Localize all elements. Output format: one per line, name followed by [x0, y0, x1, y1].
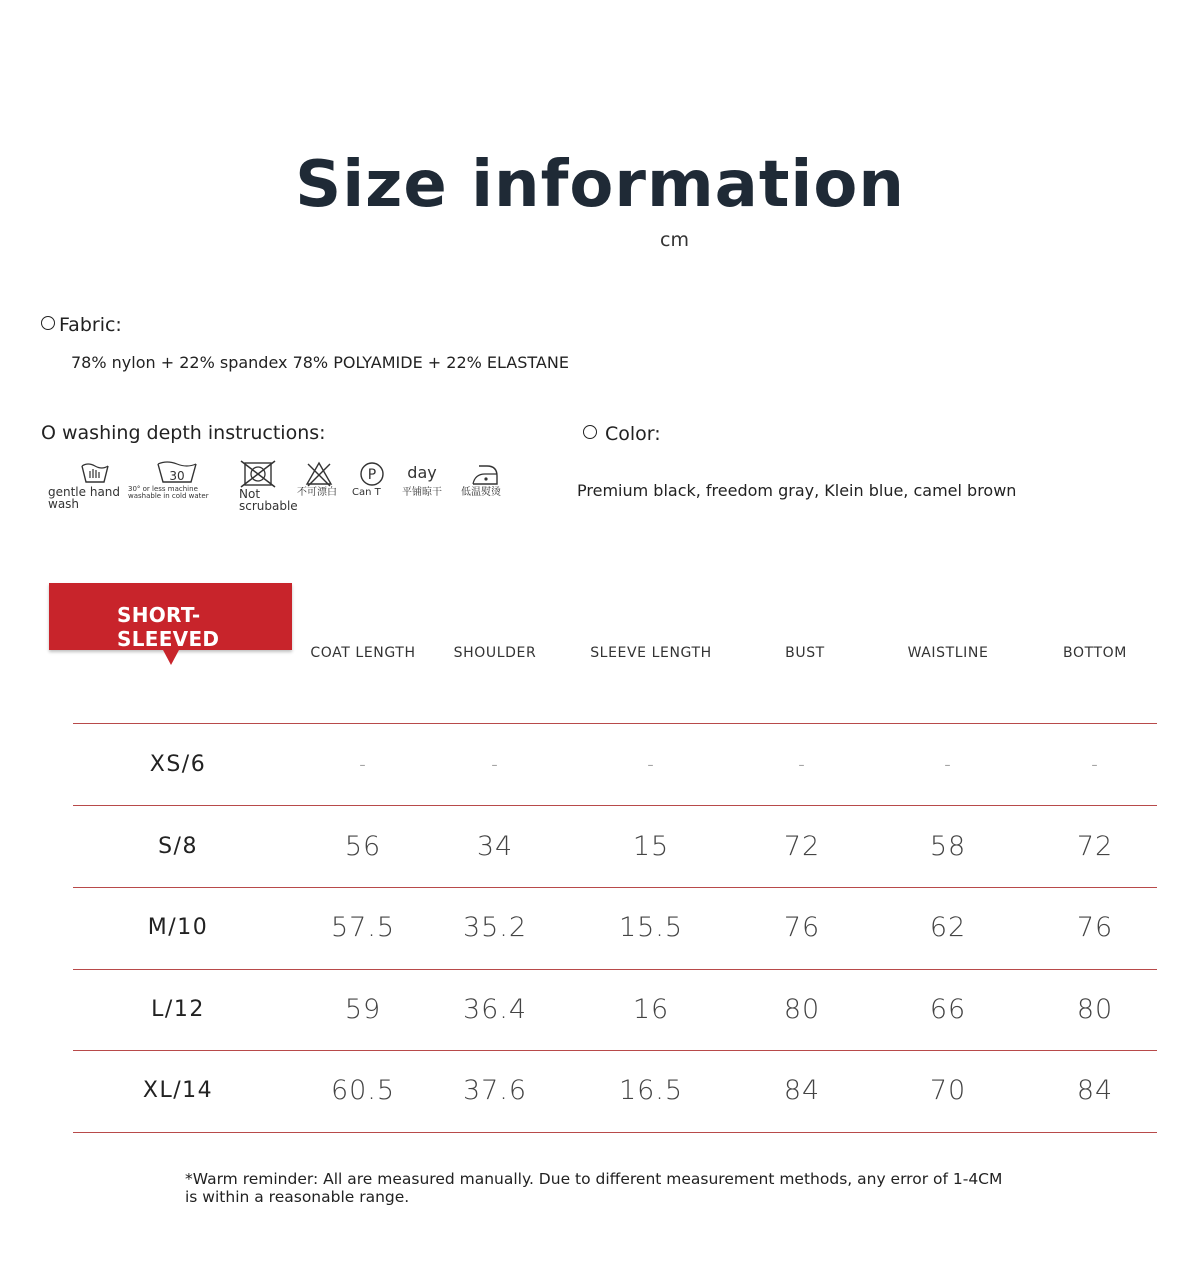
table-row [0, 887, 1200, 968]
table-cell: 72 [1076, 831, 1114, 862]
table-cell: 16 [632, 994, 670, 1025]
note-line-2: is within a reasonable range. [185, 1188, 410, 1206]
care-caption: Not scrubable [239, 487, 298, 513]
fabric-heading [41, 314, 122, 336]
care-caption: Can T [352, 487, 381, 498]
machine-wash-30-icon [156, 460, 198, 486]
size-label: S/8 [158, 834, 198, 859]
column-header: BUST [785, 645, 825, 661]
table-cell: 59 [344, 994, 382, 1025]
table-row [0, 969, 1200, 1050]
table-cell: - [944, 754, 952, 775]
table-cell: - [1091, 754, 1099, 775]
do-not-tumble-dry-icon [239, 460, 277, 488]
care-item-flat-dry [402, 460, 452, 498]
circle-bullet-icon [41, 316, 55, 330]
unit-label: cm [660, 229, 689, 251]
column-header: WAISTLINE [907, 645, 989, 661]
column-header: BOTTOM [1063, 645, 1127, 661]
banner-label: SHORT-SLEEVED [117, 603, 220, 651]
table-cell: 84 [1076, 1075, 1114, 1106]
table-cell: 80 [783, 994, 821, 1025]
color-heading [583, 423, 661, 445]
measurement-note [185, 1170, 1035, 1206]
circle-bullet-icon [583, 425, 597, 439]
table-cell: - [798, 754, 806, 775]
row-divider [73, 1132, 1157, 1133]
table-cell: 66 [929, 994, 967, 1025]
table-cell: - [491, 754, 499, 775]
table-cell: 34 [476, 831, 514, 862]
table-cell: 80 [1076, 994, 1114, 1025]
page-title: Size information [295, 148, 905, 222]
care-item-iron [461, 460, 511, 498]
column-header: SLEEVE LENGTH [590, 645, 712, 661]
care-caption: gentle hand wash [48, 485, 121, 511]
care-item-bleach [297, 460, 345, 498]
table-cell: 70 [929, 1075, 967, 1106]
hand-wash-icon [80, 460, 110, 486]
dry-clean-p-icon [358, 460, 386, 488]
color-options: Premium black, freedom gray, Klein blue, camel brown [577, 481, 1017, 500]
flat-dry-word: day [407, 463, 437, 482]
do-not-bleach-icon [304, 460, 334, 488]
wash-temperature: 30 [169, 469, 185, 483]
size-label: XL/14 [142, 1078, 214, 1103]
care-item-dry-clean [352, 460, 392, 498]
size-label: M/10 [147, 915, 209, 940]
care-caption: 不可漂白 [297, 487, 337, 498]
table-row [0, 1050, 1200, 1131]
table-cell: 15 [632, 831, 670, 862]
size-label: L/12 [151, 997, 205, 1022]
table-cell: 35.2 [462, 912, 528, 943]
care-caption: 低温熨烫 [461, 487, 501, 498]
note-line-1: *Warm reminder: All are measured manually. Due to different measurement methods, any error of 1-4CM [185, 1170, 1003, 1188]
table-cell: 58 [929, 831, 967, 862]
low-iron-icon [469, 460, 501, 488]
table-cell: 84 [783, 1075, 821, 1106]
table-cell: - [359, 754, 367, 775]
table-cell: 72 [783, 831, 821, 862]
table-cell: 36.4 [462, 994, 528, 1025]
table-cell: 57.5 [330, 912, 396, 943]
column-header: COAT LENGTH [310, 645, 416, 661]
care-caption: 平铺晾干 [402, 487, 442, 498]
dry-clean-letter: P [367, 467, 377, 483]
table-cell: 76 [1076, 912, 1114, 943]
table-cell: 76 [783, 912, 821, 943]
table-cell: 60.5 [330, 1075, 396, 1106]
care-item-tumble-dry [239, 460, 299, 512]
fabric-composition: 78% nylon + 22% spandex 78% POLYAMIDE + 22% ELASTANE [71, 353, 569, 372]
table-cell: 62 [929, 912, 967, 943]
table-cell: 56 [344, 831, 382, 862]
color-label: Color: [605, 423, 661, 445]
banner-pointer [163, 650, 179, 665]
fabric-label: Fabric: [59, 314, 122, 336]
column-header: SHOULDER [453, 645, 537, 661]
table-cell: 16.5 [618, 1075, 684, 1106]
table-row [0, 724, 1200, 805]
size-label: XS/6 [149, 752, 207, 777]
table-cell: 15.5 [618, 912, 684, 943]
care-caption: 30° or less machine washable in cold water [128, 485, 209, 500]
care-item-machine-wash [128, 460, 212, 500]
table-row [0, 806, 1200, 887]
care-item-hand-wash [48, 460, 124, 510]
sleeve-type-banner [49, 583, 292, 650]
washing-heading: O washing depth instructions: [41, 422, 326, 444]
table-cell: 37.6 [462, 1075, 528, 1106]
flat-dry-icon [402, 460, 442, 488]
table-cell: - [647, 754, 655, 775]
